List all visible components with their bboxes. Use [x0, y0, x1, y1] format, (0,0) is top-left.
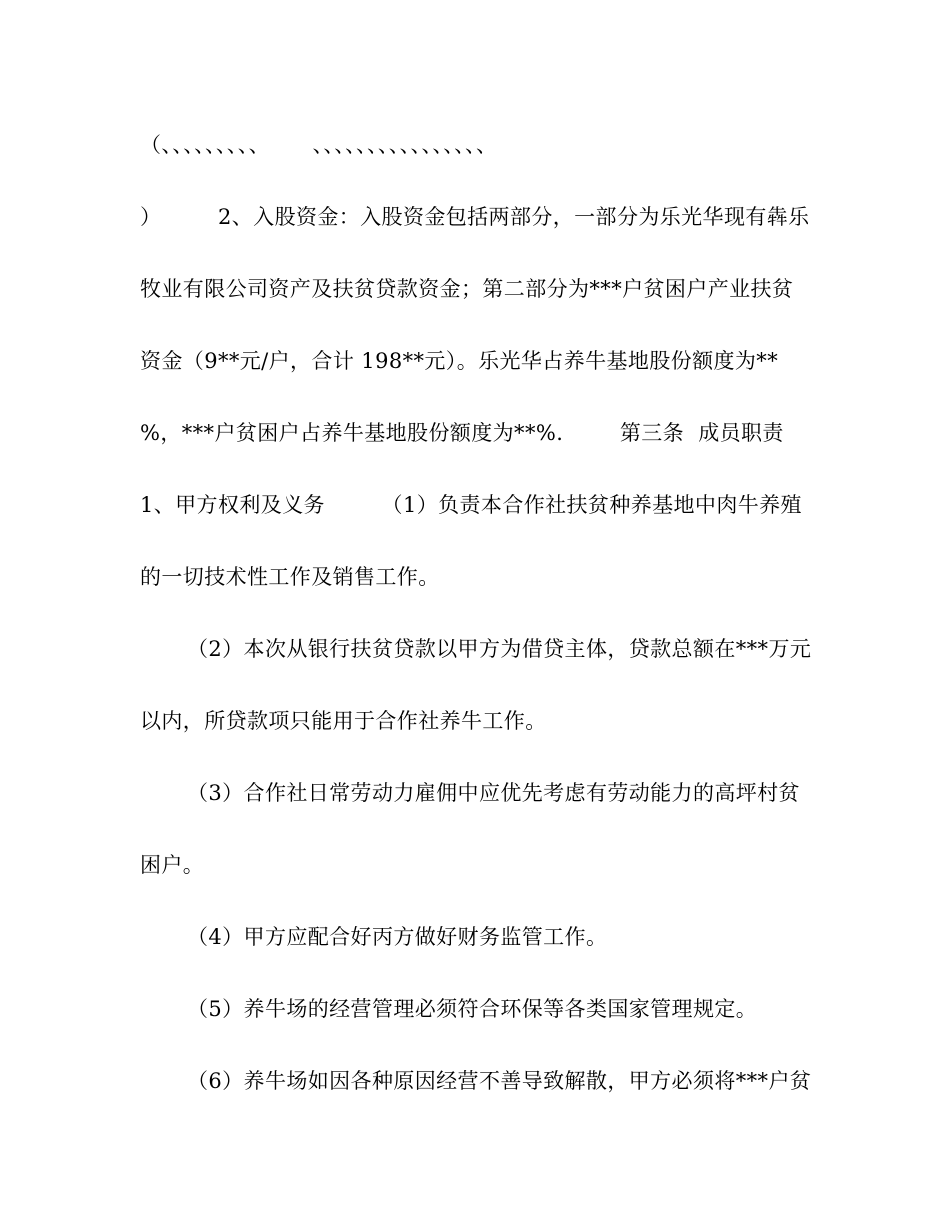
text-line: 困户。	[140, 853, 205, 877]
paragraph-line: （6）养牛场如因各种原因经营不善导致解散，甲方必须将***户贫	[187, 1069, 812, 1093]
text-line: 以内，所贷款项只能用于合作社养牛工作。	[140, 709, 547, 733]
text-line: ） 2、入股资金：入股资金包括两部分，一部分为乐光华现有犇乐	[140, 205, 810, 229]
text-line: 资金（9**元/户，合计 198**元）。乐光华占养牛基地股份额度为**	[140, 349, 779, 373]
paragraph-line: （4）甲方应配合好丙方做好财务监管工作。	[187, 925, 608, 949]
text-line: 牧业有限公司资产及扶贫贷款资金；第二部分为***户贫困户产业扶贫	[140, 277, 794, 301]
text-line: 1、甲方权利及义务 （1）负责本合作社扶贫种养基地中肉牛养殖	[140, 493, 802, 517]
paragraph-line: （5）养牛场的经营管理必须符合环保等各类国家管理规定。	[187, 997, 758, 1021]
text-line: （、、、、、、、、、 、、、、、、、、、、、、、、、、	[140, 133, 498, 157]
text-line: 的一切技术性工作及销售工作。	[140, 565, 440, 589]
paragraph-line: （3）合作社日常劳动力雇佣中应优先考虑有劳动能力的高坪村贫	[187, 781, 800, 805]
text-line: %，***户贫困户占养牛基地股份额度为**%. 第三条 成员职责	[140, 421, 784, 445]
paragraph-line: （2）本次从银行扶贫贷款以甲方为借贷主体，贷款总额在***万元	[187, 637, 812, 661]
